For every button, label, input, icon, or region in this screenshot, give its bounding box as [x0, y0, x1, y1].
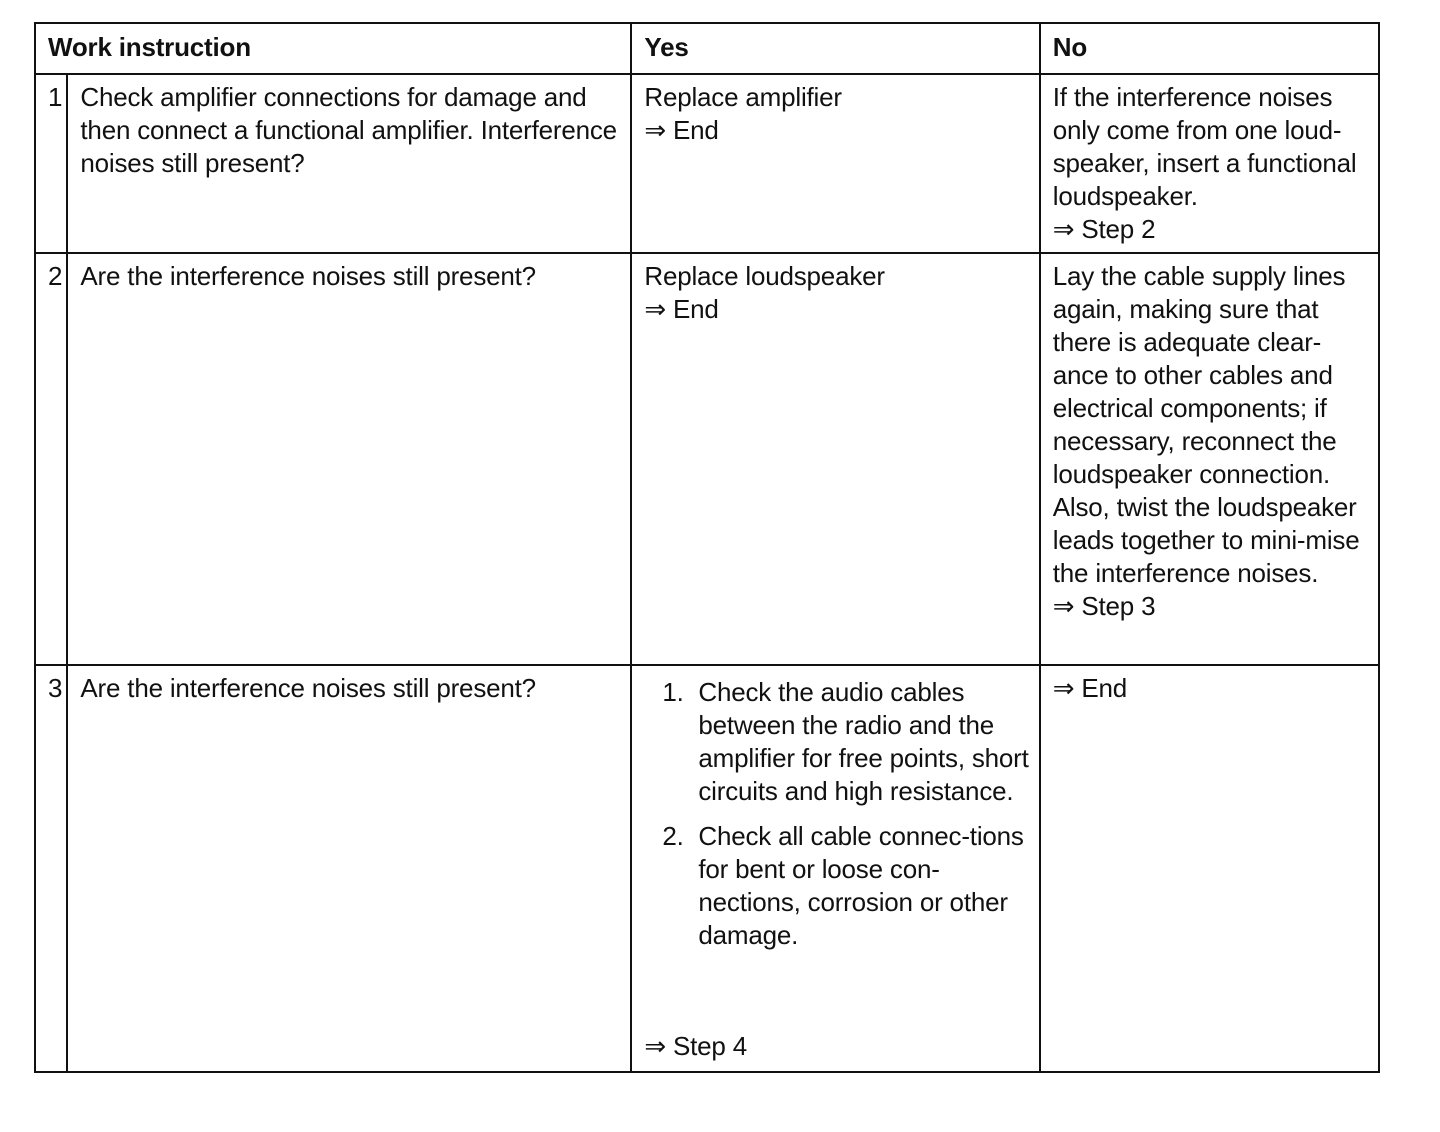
yes-cell	[631, 665, 1039, 1072]
list-item-text: Check the audio cables between the radio and the amplifier for free points, short circuits and high resistance.	[698, 677, 1029, 806]
yes-check-list	[644, 676, 1028, 952]
step-number: 3	[35, 665, 67, 1072]
instruction-cell: Are the interference noises still present?	[67, 253, 631, 665]
table-row	[35, 74, 1379, 253]
yes-next-step: ⇒ Step 4	[644, 1031, 747, 1061]
list-item	[644, 820, 1028, 952]
step-number: 1	[35, 74, 67, 253]
list-item-marker: 2.	[662, 821, 684, 851]
table-row	[35, 253, 1379, 665]
list-item	[644, 676, 1028, 808]
list-item-text: Check all cable connec-tions for bent or loose con-nections, corrosion or other damage.	[698, 821, 1024, 950]
table-row	[35, 665, 1379, 1072]
no-action-text: If the interference noises only come from one loud-speaker, insert a functional loudspeaker.	[1052, 82, 1357, 211]
step-number: 2	[35, 253, 67, 665]
header-no: No	[1040, 23, 1379, 74]
instruction-cell: Check amplifier connections for damage and then connect a functional amplifier. Interference noises still present?	[67, 74, 631, 253]
yes-cell	[631, 74, 1039, 253]
yes-next-step: ⇒ End	[644, 294, 719, 324]
list-item-marker: 1.	[662, 677, 684, 707]
no-cell	[1040, 665, 1379, 1072]
no-next-step: ⇒ Step 2	[1052, 214, 1156, 244]
yes-action-text: Replace amplifier	[644, 82, 842, 112]
header-yes: Yes	[631, 23, 1039, 74]
no-cell	[1040, 74, 1379, 253]
instruction-cell: Are the interference noises still present?	[67, 665, 631, 1072]
table-header-row	[35, 23, 1379, 74]
yes-cell	[631, 253, 1039, 665]
no-next-step: ⇒ Step 3	[1052, 591, 1156, 621]
no-cell	[1040, 253, 1379, 665]
yes-action-text: Replace loudspeaker	[644, 261, 885, 291]
yes-next-step: ⇒ End	[644, 115, 719, 145]
no-action-text: Lay the cable supply lines again, making sure that there is adequate clear-ance to other cables and electrical components; if necessary, reconnect the loudspeaker connection. Also, twist the loudspeaker leads together to mini-mise the interference noises.	[1052, 261, 1360, 588]
no-next-step: ⇒ End	[1052, 673, 1128, 703]
work-instruction-table	[34, 22, 1380, 1073]
header-work-instruction: Work instruction	[35, 23, 631, 74]
